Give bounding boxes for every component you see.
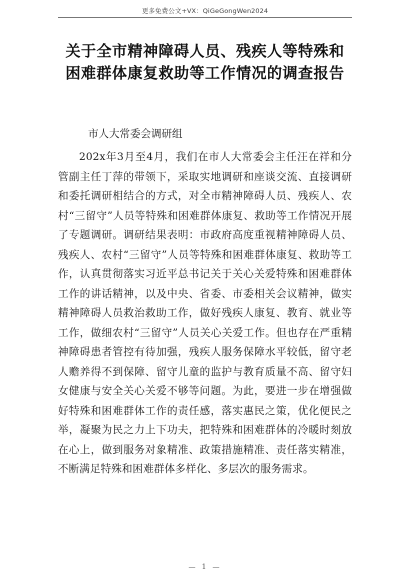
title-line-1: 关于全市精神障碍人员、残疾人等特殊和 (65, 42, 345, 60)
title-line-2: 困难群体康复救助等工作情况的调查报告 (65, 64, 345, 82)
header-divider (58, 17, 352, 18)
document-title (20, 40, 390, 84)
header-note: 更多免费公文+VX：QiGeGongWen2024 (141, 7, 269, 15)
body-paragraph: 202x年3月至4月，我们在市人大常委会主任汪在祥和分管副主任丁萍的带领下，采取实地调研和座谈交流、直接调研和委托调研相结合的方式，对全市精神障碍人员、残疾人、农村“三留守”人员等特殊和困难群体康复、救助等工作情况开展了专题调研。调研结果表明：市政府高度重视精神障碍人员、残疾人、农村“三留守”人员等特殊和困难群体康复、救助等工作，认真贯彻落实习近平总书记关于关心关爱特殊和困难群体工作的讲话精神，以及中央、省委、市委相关会议精神，做实精神障碍人员救治救助工作，做好残疾人康复、教育、就业等工作，做细农村“三留守”人员关心关爱工作。但也存在严重精神障碍患者管控有待加强，残疾人服务保障水平较低，留守老人赡养得不到保障、留守儿童的监护与教育质量不高、留守妇女健康与安全关心关爱不够等问题。为此，要进一步在增强做好特殊和困难群体工作的责任感，落实惠民之策，优化便民之举，凝聚为民之力上下功夫，把特殊和困难群体的冷暖时刻放在心上，做到服务对象精准、政策措施精准、责任落实精准，不断满足特殊和困难群体多样化、多层次的服务需求。 (58, 151, 352, 475)
author-line: 市人大常委会调研组 (88, 128, 183, 140)
page-number: — 1 — (188, 563, 222, 571)
